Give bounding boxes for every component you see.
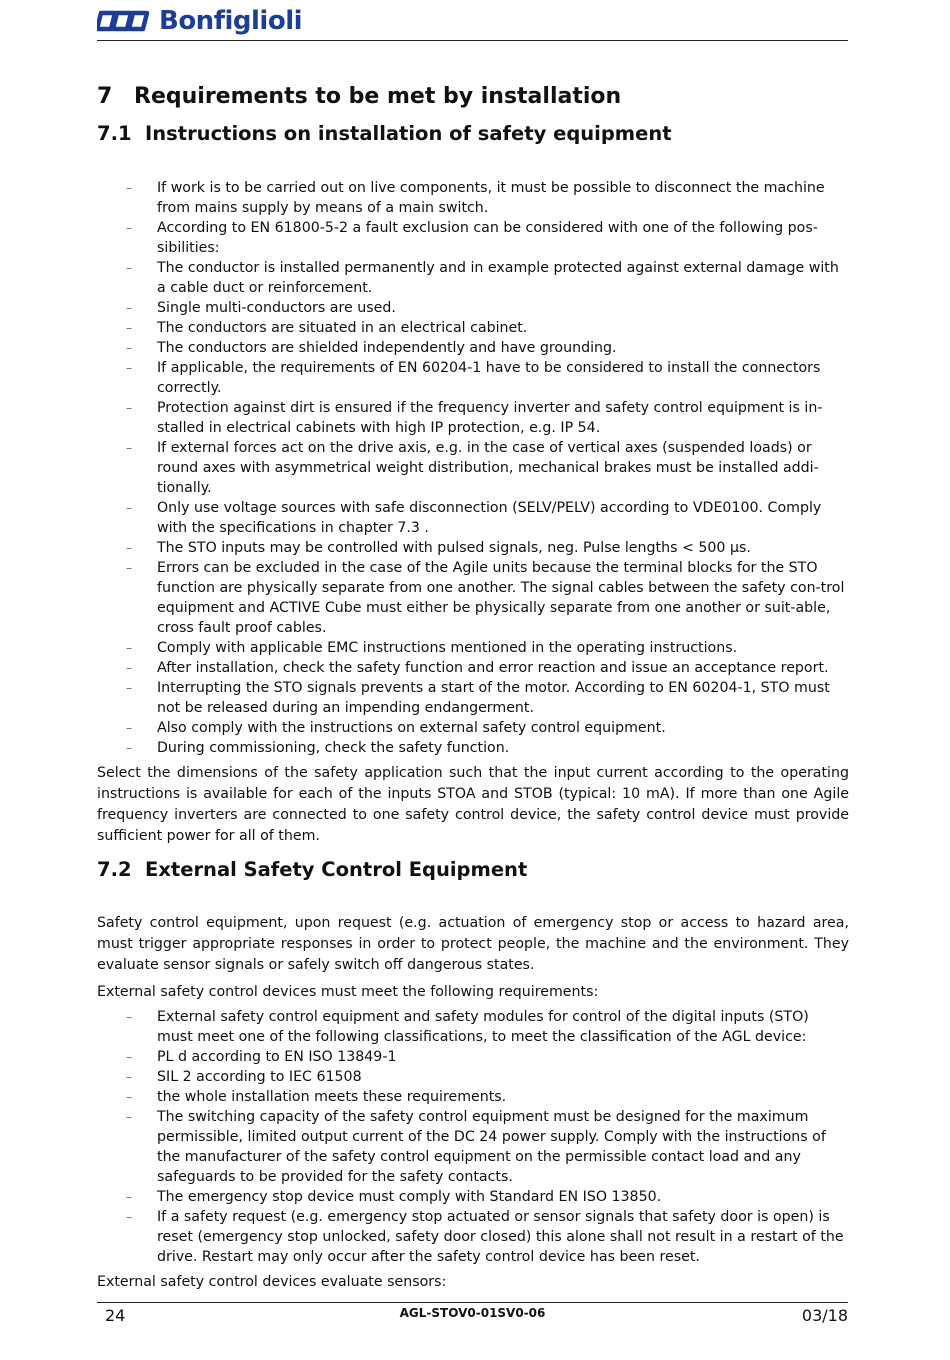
list-item: – The conductor is installed permanently and in example protected against external damage with a cable duct or reinforcement. bbox=[126, 260, 839, 296]
chapter-heading bbox=[97, 83, 621, 111]
list-item: – After installation, check the safety function and error reaction and issue an acceptance report. bbox=[126, 660, 829, 676]
chapter-title: Requirements to be met by installation bbox=[134, 84, 622, 109]
brand-name: Bonfiglioli bbox=[159, 6, 303, 36]
dash-bullet-icon: – bbox=[126, 741, 132, 755]
section-title: Instructions on installation of safety equipment bbox=[145, 122, 672, 145]
lead-paragraph: External safety control devices must meet the following requirements: bbox=[97, 984, 599, 1000]
installation-requirements-list bbox=[97, 178, 849, 758]
dash-bullet-icon: – bbox=[126, 681, 132, 695]
list-item: – The conductors are shielded independently and have grounding. bbox=[126, 340, 617, 356]
dash-bullet-icon: – bbox=[126, 1210, 132, 1224]
list-item: – The emergency stop device must comply with Standard EN ISO 13850. bbox=[126, 1189, 662, 1205]
dash-bullet-icon: – bbox=[126, 261, 132, 275]
dash-bullet-icon: – bbox=[126, 1010, 132, 1024]
dash-bullet-icon: – bbox=[126, 501, 132, 515]
list-item: – Errors can be excluded in the case of the Agile units because the terminal blocks for the STO function are physically separate from one another. The signal cables between the safety con-trol equipment and ACTIVE Cube must either be physically separate from one another or suit-able, cross fault proof cables. bbox=[126, 560, 845, 636]
dash-bullet-icon: – bbox=[126, 721, 132, 735]
document-id: AGL-STOV0-01SV0-06 bbox=[399, 1306, 546, 1320]
list-item: – the whole installation meets these requirements. bbox=[126, 1089, 507, 1105]
brand-logo bbox=[97, 6, 302, 36]
list-item: – Single multi-conductors are used. bbox=[126, 300, 396, 316]
dash-bullet-icon: – bbox=[126, 1190, 132, 1204]
list-item: – According to EN 61800-5-2 a fault exclusion can be considered with one of the following pos-sibilities: bbox=[126, 220, 818, 256]
list-item: – The STO inputs may be controlled with pulsed signals, neg. Pulse lengths < 500 µs. bbox=[126, 540, 751, 556]
dimensioning-paragraph: Select the dimensions of the safety application such that the input current according to the operating instructions is available for each of the inputs STOA and STOB (typical: 10 mA). If more than one Agile frequency inverters are connected to one safety control device, the safety control device must provide sufficient power for all of them. bbox=[97, 765, 849, 844]
section-number: 7.1 bbox=[97, 122, 132, 145]
dash-bullet-icon: – bbox=[126, 641, 132, 655]
list-item: – If work is to be carried out on live components, it must be possible to disconnect the machine from mains supply by means of a main switch. bbox=[126, 180, 825, 216]
dash-bullet-icon: – bbox=[126, 1050, 132, 1064]
dash-bullet-icon: – bbox=[126, 221, 132, 235]
dash-bullet-icon: – bbox=[126, 1070, 132, 1084]
dash-bullet-icon: – bbox=[126, 661, 132, 675]
dash-bullet-icon: – bbox=[126, 341, 132, 355]
list-item: – SIL 2 according to IEC 61508 bbox=[126, 1069, 362, 1085]
dash-bullet-icon: – bbox=[126, 441, 132, 455]
section-heading-7-2 bbox=[97, 857, 527, 883]
intro-paragraph: Safety control equipment, upon request (e.g. actuation of emergency stop or access to hazard area, must trigger appropriate responses in order to protect people, the machine and the environment. They evaluate sensor signals or safely switch off dangerous states. bbox=[97, 915, 849, 973]
chapter-number: 7 bbox=[97, 84, 113, 109]
dash-bullet-icon: – bbox=[126, 361, 132, 375]
dash-bullet-icon: – bbox=[126, 1090, 132, 1104]
dash-bullet-icon: – bbox=[126, 1110, 132, 1124]
section-heading-7-1 bbox=[97, 121, 672, 147]
brand-mark-icon bbox=[97, 7, 153, 35]
list-item: – Also comply with the instructions on external safety control equipment. bbox=[126, 720, 666, 736]
revision-date: 03/18 bbox=[801, 1306, 848, 1325]
list-item: – If external forces act on the drive axis, e.g. in the case of vertical axes (suspended loads) or round axes with asymmetrical weight distribution, mechanical brakes must be installed addi-tionally. bbox=[126, 440, 819, 496]
section-title: External Safety Control Equipment bbox=[145, 858, 528, 881]
list-item: – If applicable, the requirements of EN 60204-1 have to be considered to install the connectors correctly. bbox=[126, 360, 821, 396]
list-item: – Comply with applicable EMC instructions mentioned in the operating instructions. bbox=[126, 640, 738, 656]
trailing-paragraph: External safety control devices evaluate sensors: bbox=[97, 1274, 447, 1290]
dash-bullet-icon: – bbox=[126, 181, 132, 195]
list-item: – Only use voltage sources with safe disconnection (SELV/PELV) according to VDE0100. Comply with the specifications in chapter 7.3 . bbox=[126, 500, 822, 536]
list-item: – The conductors are situated in an electrical cabinet. bbox=[126, 320, 528, 336]
dash-bullet-icon: – bbox=[126, 561, 132, 575]
list-item: – PL d according to EN ISO 13849-1 bbox=[126, 1049, 397, 1065]
list-item: – Protection against dirt is ensured if the frequency inverter and safety control equipment is in-stalled in electrical cabinets with high IP protection, e.g. IP 54. bbox=[126, 400, 823, 436]
list-item: – The switching capacity of the safety control equipment must be designed for the maximum permissible, limited output current of the DC 24 power supply. Comply with the instructions of the manufacturer of the safety control equipment on the permissible contact load and any safeguards to be provided for the safety contacts. bbox=[126, 1109, 826, 1185]
dash-bullet-icon: – bbox=[126, 321, 132, 335]
external-safety-requirements-list bbox=[97, 1007, 849, 1267]
dash-bullet-icon: – bbox=[126, 541, 132, 555]
page-number: 24 bbox=[105, 1306, 126, 1325]
list-item: – Interrupting the STO signals prevents a start of the motor. According to EN 60204-1, STO must not be released during an impending endangerment. bbox=[126, 680, 830, 716]
page-footer bbox=[97, 1302, 848, 1329]
list-item: – During commissioning, check the safety function. bbox=[126, 740, 510, 756]
dash-bullet-icon: – bbox=[126, 401, 132, 415]
dash-bullet-icon: – bbox=[126, 301, 132, 315]
page-header bbox=[97, 4, 848, 41]
section-number: 7.2 bbox=[97, 858, 132, 881]
list-item: – If a safety request (e.g. emergency stop actuated or sensor signals that safety door is open) is reset (emergency stop unlocked, safety door closed) this alone shall not result in a restart of the drive. Restart may only occur after the safety control device has been reset. bbox=[126, 1209, 844, 1265]
list-item: – External safety control equipment and safety modules for control of the digital inputs (STO) must meet one of the following classifications, to meet the classification of the AGL device: bbox=[126, 1009, 809, 1045]
